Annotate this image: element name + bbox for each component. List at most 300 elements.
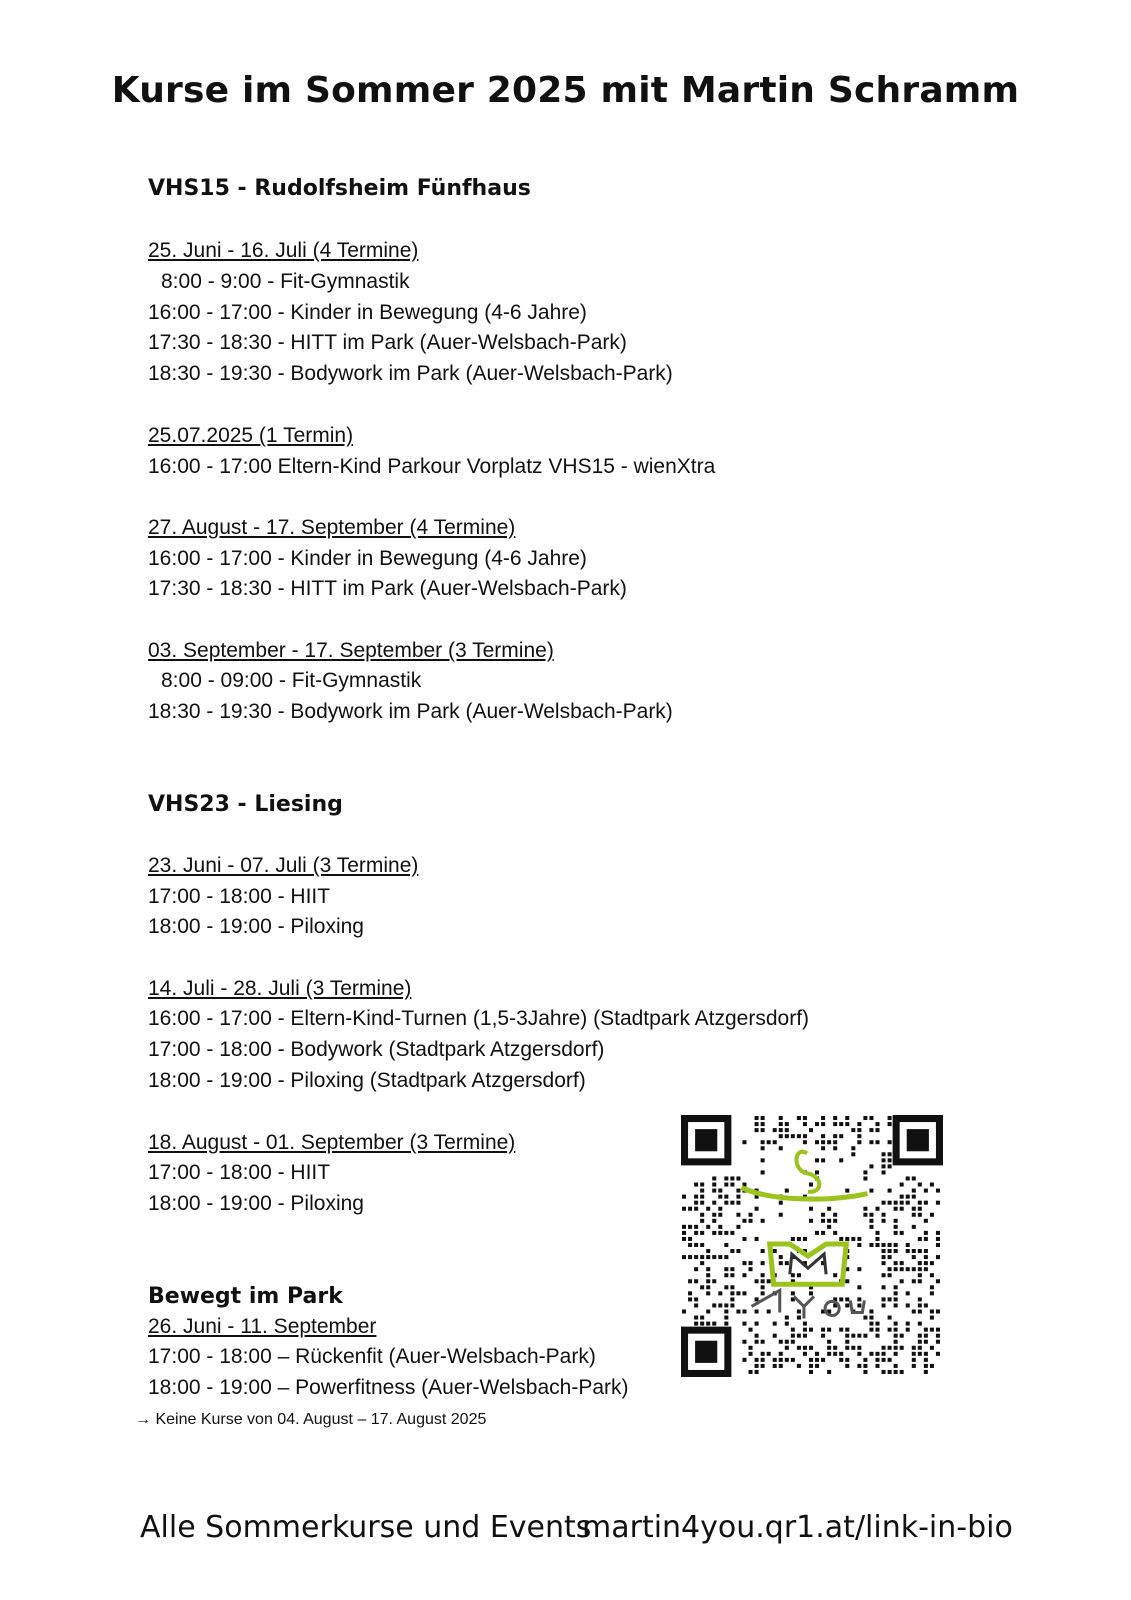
qr-module bbox=[730, 1183, 734, 1187]
qr-module bbox=[688, 1207, 692, 1211]
qr-module bbox=[839, 1134, 843, 1138]
qr-module bbox=[894, 1346, 898, 1350]
qr-module bbox=[815, 1364, 819, 1368]
qr-module bbox=[730, 1231, 734, 1235]
qr-module bbox=[712, 1322, 716, 1326]
qr-module bbox=[779, 1116, 783, 1120]
qr-module bbox=[906, 1176, 910, 1180]
qr-module bbox=[839, 1352, 843, 1356]
qr-module bbox=[845, 1346, 849, 1350]
qr-module bbox=[894, 1322, 898, 1326]
qr-module bbox=[912, 1267, 916, 1271]
qr-module bbox=[912, 1364, 916, 1368]
qr-module bbox=[803, 1140, 807, 1144]
qr-module bbox=[888, 1140, 892, 1144]
qr-module bbox=[924, 1201, 928, 1205]
qr-module bbox=[712, 1255, 716, 1259]
qr-module bbox=[773, 1128, 777, 1132]
qr-module bbox=[869, 1189, 873, 1193]
footer-link[interactable]: martin4you.qr1.at/link-in-bio bbox=[582, 1510, 1013, 1545]
qr-module bbox=[869, 1164, 873, 1168]
qr-module bbox=[869, 1243, 873, 1247]
qr-module bbox=[724, 1285, 728, 1289]
qr-module bbox=[924, 1267, 928, 1271]
qr-module bbox=[888, 1255, 892, 1259]
qr-module bbox=[755, 1358, 759, 1362]
qr-module bbox=[845, 1297, 849, 1301]
course-line: 8:00 - 09:00 - Fit-Gymnastik bbox=[161, 669, 422, 692]
qr-module bbox=[797, 1309, 801, 1313]
qr-module bbox=[749, 1346, 753, 1350]
qr-module bbox=[755, 1116, 759, 1120]
qr-module bbox=[875, 1334, 879, 1338]
qr-module bbox=[839, 1122, 843, 1126]
qr-module bbox=[930, 1273, 934, 1277]
qr-module bbox=[688, 1279, 692, 1283]
qr-module bbox=[755, 1207, 759, 1211]
qr-module bbox=[924, 1237, 928, 1241]
qr-module bbox=[924, 1189, 928, 1193]
qr-module bbox=[682, 1231, 686, 1235]
qr-module bbox=[821, 1358, 825, 1362]
date-range: 14. Juli - 28. Juli (3 Termine) bbox=[148, 977, 412, 1000]
qr-module bbox=[682, 1225, 686, 1229]
qr-module bbox=[821, 1334, 825, 1338]
qr-module bbox=[839, 1297, 843, 1301]
section-heading-bewegt-im-park: Bewegt im Park bbox=[148, 1284, 343, 1309]
qr-module bbox=[894, 1201, 898, 1205]
qr-module bbox=[736, 1176, 740, 1180]
qr-module bbox=[875, 1128, 879, 1132]
qr-module bbox=[742, 1140, 746, 1144]
qr-module bbox=[815, 1231, 819, 1235]
qr-module bbox=[918, 1183, 922, 1187]
qr-module bbox=[694, 1225, 698, 1229]
qr-module bbox=[894, 1370, 898, 1374]
qr-module bbox=[869, 1322, 873, 1326]
qr-module bbox=[839, 1328, 843, 1332]
qr-module bbox=[742, 1340, 746, 1344]
footer-label: Alle Sommerkurse und Events bbox=[140, 1510, 592, 1545]
qr-module bbox=[700, 1243, 704, 1247]
course-line: 18:00 - 19:00 - Piloxing bbox=[148, 915, 364, 938]
qr-module bbox=[882, 1358, 886, 1362]
qr-module bbox=[869, 1116, 873, 1120]
qr-module bbox=[863, 1370, 867, 1374]
qr-module bbox=[773, 1322, 777, 1326]
qr-module bbox=[682, 1255, 686, 1259]
qr-module bbox=[882, 1164, 886, 1168]
qr-module bbox=[706, 1279, 710, 1283]
qr-module bbox=[857, 1128, 861, 1132]
qr-module bbox=[706, 1309, 710, 1313]
qr-module bbox=[857, 1297, 861, 1301]
qr-module bbox=[930, 1285, 934, 1289]
qr-module bbox=[845, 1334, 849, 1338]
qr-module bbox=[821, 1219, 825, 1223]
qr-module bbox=[833, 1116, 837, 1120]
qr-module bbox=[785, 1261, 789, 1265]
qr-module bbox=[809, 1207, 813, 1211]
qr-module bbox=[724, 1322, 728, 1326]
qr-module bbox=[749, 1261, 753, 1265]
qr-module bbox=[749, 1352, 753, 1356]
qr-module bbox=[712, 1183, 716, 1187]
qr-module bbox=[936, 1334, 940, 1338]
qr-module bbox=[918, 1237, 922, 1241]
qr-module bbox=[736, 1249, 740, 1253]
qr-module bbox=[912, 1249, 916, 1253]
qr-module bbox=[827, 1328, 831, 1332]
date-range: 26. Juni - 11. September bbox=[148, 1315, 377, 1338]
qr-module bbox=[918, 1279, 922, 1283]
qr-module bbox=[894, 1352, 898, 1356]
qr-module bbox=[724, 1201, 728, 1205]
qr-module bbox=[755, 1340, 759, 1344]
qr-module bbox=[845, 1358, 849, 1362]
qr-module bbox=[894, 1243, 898, 1247]
qr-module bbox=[875, 1207, 879, 1211]
qr-module bbox=[918, 1309, 922, 1313]
qr-module bbox=[755, 1279, 759, 1283]
qr-module bbox=[936, 1328, 940, 1332]
qr-module bbox=[918, 1249, 922, 1253]
qr-module bbox=[700, 1189, 704, 1193]
qr-module bbox=[936, 1189, 940, 1193]
qr-module bbox=[809, 1358, 813, 1362]
course-line: 17:00 - 18:00 - HIIT bbox=[148, 1161, 331, 1184]
qr-module bbox=[730, 1201, 734, 1205]
qr-module bbox=[718, 1291, 722, 1295]
qr-module bbox=[694, 1195, 698, 1199]
qr-module bbox=[894, 1207, 898, 1211]
date-range: 25.07.2025 (1 Termin) bbox=[148, 424, 354, 447]
qr-module bbox=[761, 1285, 765, 1289]
qr-module bbox=[918, 1213, 922, 1217]
no-courses-note: → Keine Kurse von 04. August – 17. August 2025 bbox=[135, 1411, 487, 1428]
qr-module bbox=[851, 1346, 855, 1350]
qr-module bbox=[706, 1255, 710, 1259]
qr-module bbox=[761, 1340, 765, 1344]
qr-module bbox=[809, 1291, 813, 1295]
qr-module bbox=[924, 1358, 928, 1362]
qr-module bbox=[888, 1358, 892, 1362]
qr-module bbox=[761, 1273, 765, 1277]
qr-module bbox=[755, 1364, 759, 1368]
qr-module bbox=[894, 1219, 898, 1223]
qr-module bbox=[875, 1322, 879, 1326]
qr-module bbox=[882, 1152, 886, 1156]
qr-module bbox=[918, 1273, 922, 1277]
qr-module bbox=[809, 1183, 813, 1187]
qr-module bbox=[882, 1170, 886, 1174]
qr-code[interactable] bbox=[681, 1115, 943, 1377]
qr-module bbox=[857, 1346, 861, 1350]
qr-module bbox=[894, 1297, 898, 1301]
qr-module bbox=[791, 1134, 795, 1138]
course-line: 17:00 - 18:00 - Bodywork (Stadtpark Atzgersdorf) bbox=[148, 1038, 605, 1061]
qr-module bbox=[700, 1201, 704, 1205]
qr-module bbox=[936, 1279, 940, 1283]
qr-module bbox=[724, 1183, 728, 1187]
qr-module bbox=[767, 1352, 771, 1356]
page-title: Kurse im Sommer 2025 mit Martin Schramm bbox=[111, 70, 1020, 111]
qr-module bbox=[718, 1213, 722, 1217]
qr-module bbox=[918, 1334, 922, 1338]
qr-module bbox=[875, 1122, 879, 1126]
qr-module bbox=[688, 1225, 692, 1229]
qr-module bbox=[791, 1237, 795, 1241]
qr-module bbox=[888, 1116, 892, 1120]
qr-module bbox=[936, 1340, 940, 1344]
date-range: 23. Juni - 07. Juli (3 Termine) bbox=[148, 854, 419, 877]
qr-module bbox=[821, 1328, 825, 1332]
qr-module bbox=[863, 1316, 867, 1320]
qr-module bbox=[924, 1340, 928, 1344]
qr-module bbox=[894, 1267, 898, 1271]
qr-module bbox=[833, 1219, 837, 1223]
qr-module bbox=[694, 1297, 698, 1301]
qr-module bbox=[803, 1116, 807, 1120]
qr-module bbox=[761, 1352, 765, 1356]
qr-module bbox=[761, 1279, 765, 1283]
qr-module bbox=[912, 1225, 916, 1229]
qr-module bbox=[718, 1255, 722, 1259]
qr-module bbox=[779, 1261, 783, 1265]
qr-module bbox=[869, 1352, 873, 1356]
qr-module bbox=[797, 1273, 801, 1277]
qr-module bbox=[724, 1316, 728, 1320]
qr-module bbox=[694, 1303, 698, 1307]
qr-module bbox=[785, 1346, 789, 1350]
qr-module bbox=[882, 1158, 886, 1162]
qr-module bbox=[888, 1346, 892, 1350]
qr-module bbox=[700, 1183, 704, 1187]
qr-module bbox=[936, 1255, 940, 1259]
qr-module bbox=[724, 1195, 728, 1199]
qr-module bbox=[851, 1237, 855, 1241]
qr-module bbox=[857, 1334, 861, 1338]
qr-module bbox=[767, 1279, 771, 1283]
qr-module bbox=[857, 1267, 861, 1271]
qr-module bbox=[924, 1334, 928, 1338]
date-range: 03. September - 17. September (3 Termine) bbox=[148, 639, 554, 662]
qr-module bbox=[918, 1303, 922, 1307]
qr-module bbox=[755, 1128, 759, 1132]
qr-module bbox=[736, 1309, 740, 1313]
qr-module bbox=[882, 1303, 886, 1307]
qr-module bbox=[894, 1231, 898, 1235]
qr-module bbox=[894, 1285, 898, 1289]
qr-module bbox=[833, 1352, 837, 1356]
qr-module bbox=[845, 1122, 849, 1126]
course-line: 17:30 - 18:30 - HITT im Park (Auer-Welsbach-Park) bbox=[148, 331, 627, 354]
qr-module bbox=[833, 1122, 837, 1126]
qr-module bbox=[918, 1340, 922, 1344]
qr-module bbox=[797, 1334, 801, 1338]
qr-module bbox=[882, 1352, 886, 1356]
qr-module bbox=[742, 1322, 746, 1326]
qr-module bbox=[900, 1267, 904, 1271]
qr-module bbox=[779, 1352, 783, 1356]
qr-module bbox=[779, 1134, 783, 1138]
qr-module bbox=[930, 1309, 934, 1313]
qr-module bbox=[863, 1358, 867, 1362]
qr-module bbox=[906, 1291, 910, 1295]
qr-module bbox=[718, 1231, 722, 1235]
course-line: 16:00 - 17:00 - Eltern-Kind-Turnen (1,5-3Jahre) (Stadtpark Atzgersdorf) bbox=[148, 1007, 810, 1030]
qr-module bbox=[706, 1291, 710, 1295]
qr-module bbox=[894, 1364, 898, 1368]
qr-module bbox=[718, 1195, 722, 1199]
qr-module bbox=[694, 1183, 698, 1187]
qr-module bbox=[755, 1309, 759, 1313]
qr-module bbox=[785, 1189, 789, 1193]
qr-module bbox=[912, 1346, 916, 1350]
qr-module bbox=[688, 1297, 692, 1301]
qr-module bbox=[863, 1207, 867, 1211]
qr-module bbox=[900, 1231, 904, 1235]
qr-module bbox=[797, 1364, 801, 1368]
qr-module bbox=[882, 1285, 886, 1289]
qr-module bbox=[906, 1267, 910, 1271]
qr-module bbox=[888, 1328, 892, 1332]
qr-module bbox=[930, 1316, 934, 1320]
qr-module bbox=[694, 1255, 698, 1259]
qr-module bbox=[785, 1134, 789, 1138]
course-line: 18:30 - 19:30 - Bodywork im Park (Auer-Welsbach-Park) bbox=[148, 700, 673, 723]
qr-module bbox=[785, 1322, 789, 1326]
qr-module bbox=[718, 1189, 722, 1193]
qr-module bbox=[827, 1225, 831, 1229]
qr-module bbox=[742, 1261, 746, 1265]
qr-module bbox=[724, 1231, 728, 1235]
qr-module bbox=[791, 1291, 795, 1295]
qr-module bbox=[863, 1213, 867, 1217]
qr-module bbox=[912, 1279, 916, 1283]
qr-module bbox=[730, 1285, 734, 1289]
qr-module bbox=[706, 1322, 710, 1326]
qr-module bbox=[875, 1352, 879, 1356]
qr-module bbox=[773, 1364, 777, 1368]
qr-module bbox=[894, 1334, 898, 1338]
qr-module bbox=[869, 1128, 873, 1132]
qr-module bbox=[906, 1243, 910, 1247]
qr-module bbox=[924, 1261, 928, 1265]
qr-module bbox=[906, 1195, 910, 1199]
qr-module bbox=[761, 1364, 765, 1368]
qr-module bbox=[803, 1346, 807, 1350]
qr-module bbox=[761, 1249, 765, 1253]
qr-module bbox=[936, 1309, 940, 1313]
qr-module bbox=[706, 1267, 710, 1271]
qr-module bbox=[791, 1340, 795, 1344]
qr-module bbox=[869, 1219, 873, 1223]
qr-module bbox=[869, 1213, 873, 1217]
qr-module bbox=[712, 1201, 716, 1205]
qr-module bbox=[821, 1231, 825, 1235]
qr-module bbox=[724, 1255, 728, 1259]
qr-module bbox=[736, 1225, 740, 1229]
qr-module bbox=[730, 1303, 734, 1307]
qr-module bbox=[827, 1346, 831, 1350]
qr-module bbox=[761, 1358, 765, 1362]
qr-module bbox=[724, 1267, 728, 1271]
qr-module bbox=[900, 1201, 904, 1205]
qr-module bbox=[791, 1273, 795, 1277]
qr-module bbox=[924, 1364, 928, 1368]
qr-module bbox=[882, 1213, 886, 1217]
qr-module bbox=[803, 1134, 807, 1138]
qr-module bbox=[888, 1164, 892, 1168]
qr-module bbox=[863, 1334, 867, 1338]
qr-module bbox=[918, 1267, 922, 1271]
qr-module bbox=[845, 1328, 849, 1332]
qr-module bbox=[724, 1273, 728, 1277]
qr-module bbox=[857, 1285, 861, 1289]
qr-module bbox=[875, 1358, 879, 1362]
qr-module bbox=[930, 1346, 934, 1350]
qr-module bbox=[936, 1243, 940, 1247]
qr-module bbox=[749, 1219, 753, 1223]
qr-module bbox=[742, 1358, 746, 1362]
qr-module bbox=[900, 1279, 904, 1283]
qr-module bbox=[712, 1176, 716, 1180]
qr-module bbox=[779, 1201, 783, 1205]
qr-module bbox=[773, 1249, 777, 1253]
qr-module bbox=[888, 1152, 892, 1156]
qr-module bbox=[869, 1328, 873, 1332]
course-line: 16:00 - 17:00 Eltern-Kind Parkour Vorplatz VHS15 - wienXtra bbox=[148, 455, 716, 478]
qr-module bbox=[821, 1116, 825, 1120]
qr-module bbox=[773, 1140, 777, 1144]
qr-module bbox=[930, 1183, 934, 1187]
qr-module bbox=[682, 1195, 686, 1199]
qr-module bbox=[815, 1158, 819, 1162]
qr-module bbox=[918, 1346, 922, 1350]
qr-module bbox=[761, 1170, 765, 1174]
qr-module bbox=[742, 1237, 746, 1241]
qr-module bbox=[773, 1334, 777, 1338]
qr-module bbox=[924, 1303, 928, 1307]
qr-module bbox=[863, 1176, 867, 1180]
qr-module bbox=[736, 1213, 740, 1217]
qr-module bbox=[924, 1328, 928, 1332]
qr-module bbox=[700, 1219, 704, 1223]
qr-module bbox=[875, 1237, 879, 1241]
qr-module bbox=[785, 1358, 789, 1362]
qr-module bbox=[809, 1328, 813, 1332]
qr-module bbox=[682, 1237, 686, 1241]
qr-module bbox=[894, 1249, 898, 1253]
qr-module bbox=[797, 1134, 801, 1138]
qr-module bbox=[700, 1316, 704, 1320]
qr-module bbox=[815, 1122, 819, 1126]
date-range: 25. Juni - 16. Juli (4 Termine) bbox=[148, 239, 419, 262]
qr-module bbox=[821, 1140, 825, 1144]
qr-module bbox=[694, 1316, 698, 1320]
qr-module bbox=[706, 1249, 710, 1253]
qr-module bbox=[912, 1213, 916, 1217]
qr-module bbox=[894, 1291, 898, 1295]
qr-module bbox=[712, 1231, 716, 1235]
qr-module bbox=[730, 1273, 734, 1277]
qr-module bbox=[924, 1219, 928, 1223]
qr-module bbox=[706, 1207, 710, 1211]
qr-module bbox=[845, 1364, 849, 1368]
qr-module bbox=[706, 1273, 710, 1277]
qr-module bbox=[900, 1195, 904, 1199]
